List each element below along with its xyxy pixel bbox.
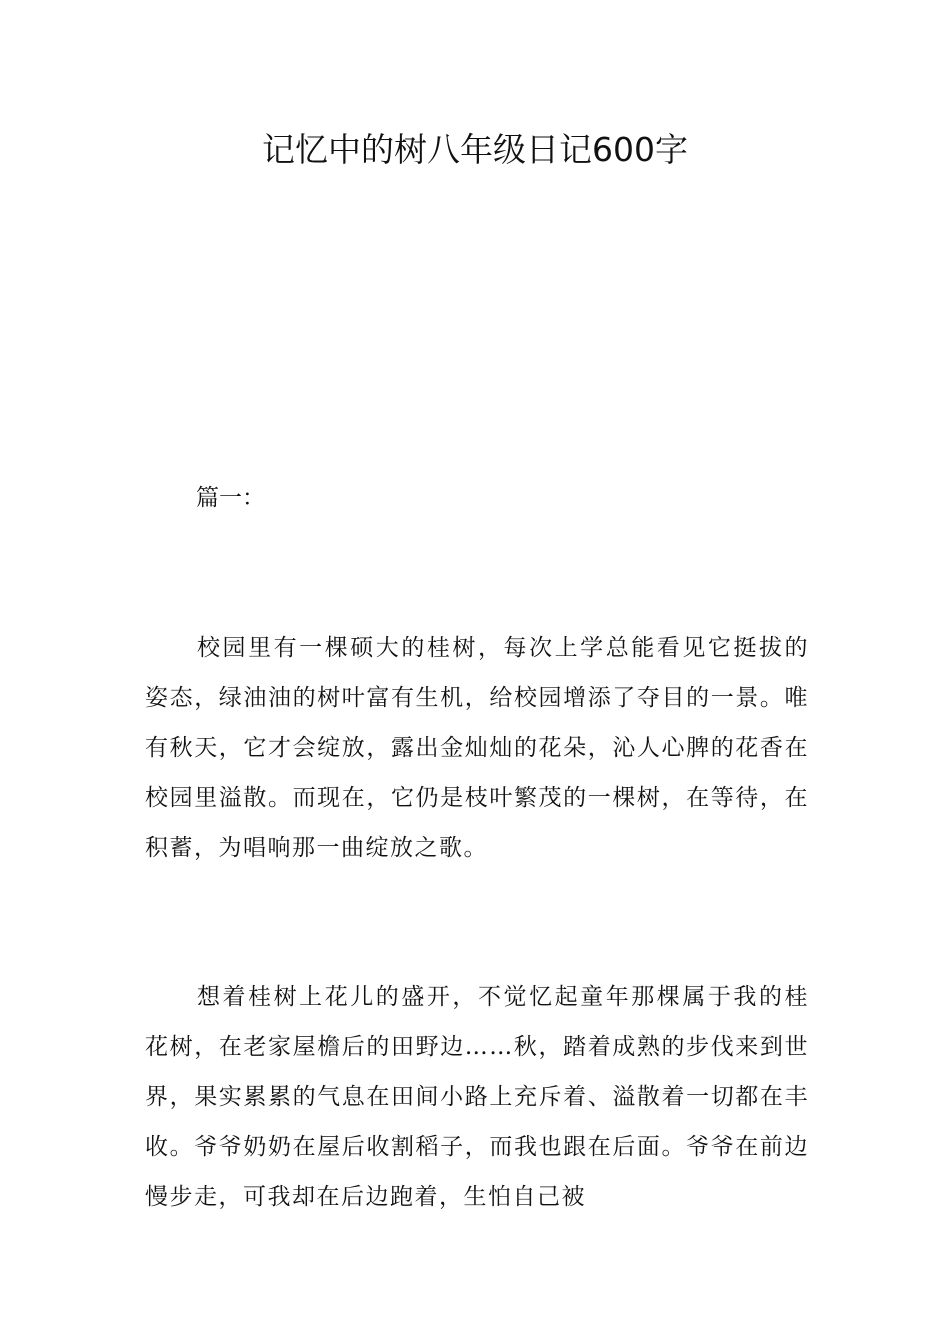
- paragraph-1: 校园里有一棵硕大的桂树，每次上学总能看见它挺拔的姿态，绿油油的树叶富有生机，给校园增添了夺目的一景。唯有秋天，它才会绽放，露出金灿灿的花朵，沁人心脾的花香在校园里溢散。而现在，它仍是枝叶繁茂的一棵树，在等待，在积蓄，为唱响那一曲绽放之歌。: [145, 635, 809, 861]
- paragraph-2: 想着桂树上花儿的盛开，不觉忆起童年那棵属于我的桂花树，在老家屋檐后的田野边……秋，踏着成熟的步伐来到世界，果实累累的气息在田间小路上充斥着、溢散着一切都在丰收。爷爷奶奶在屋后收割稻子，而我也跟在后面。爷爷在前边慢步走，可我却在后边跑着，生怕自己被: [145, 984, 809, 1210]
- section-label: 篇一：: [196, 485, 265, 511]
- document-title: 记忆中的树八年级日记600字: [262, 130, 688, 169]
